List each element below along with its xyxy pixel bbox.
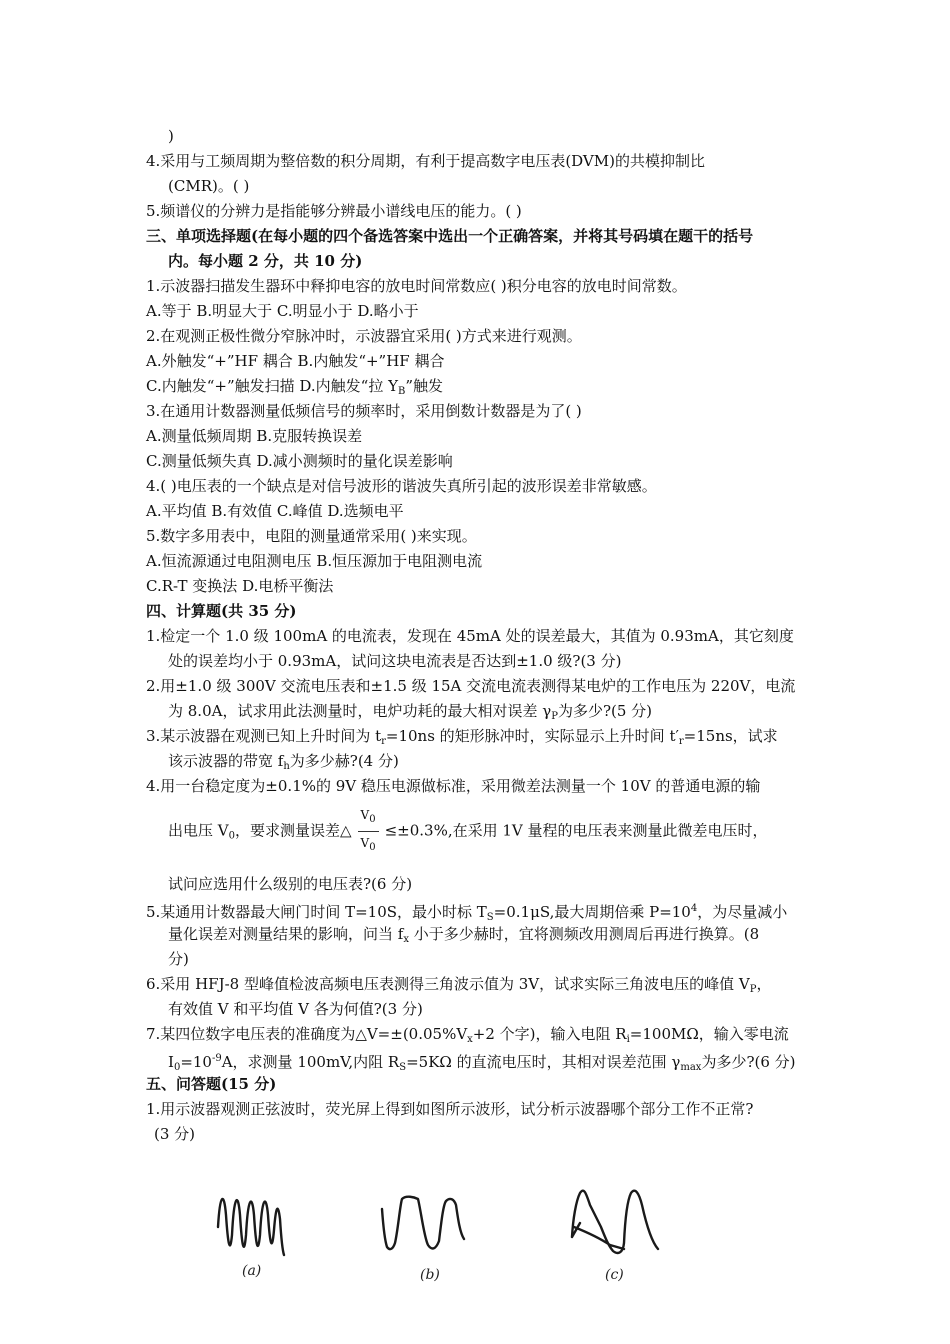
s4-q2-line1: 2.用±1.0 级 300V 交流电压表和±1.5 级 15A 交流电流表测得某电炉的工作电压为 220V，电流 <box>146 677 796 695</box>
s4-q1-line1: 1.检定一个 1.0 级 100mA 的电流表，发现在 45mA 处的误差最大，其值为 0.93mA，其它刻度 <box>146 627 794 645</box>
s5-q1-line2: (3 分) <box>154 1125 196 1143</box>
s4-q5-line3: 分) <box>168 950 189 968</box>
s3-q5-options-ab: A.恒流源通过电阻测电压 B.恒压源加于电阻测电流 <box>146 552 483 570</box>
s4-q7-line2: $I_0=10^{-9}A$，求测量 100mV,内阻 $R_S=5K\Omega$ 的直流电压时，其相对误差范围 $\gamma_{max}$为多少?(6 分) <box>168 1053 796 1073</box>
s3-q2-options-cd: C.内触发“+”触发扫描 D.内触发“拉 $Y_B$”触发 <box>146 377 444 397</box>
s4-q3-line2: 该示波器的带宽 $f_h$为多少赫?(4 分) <box>168 752 399 772</box>
s4-q2-line2: 为 8.0A，试求用此法测量时，电炉功耗的最大相对误差 $\gamma_P$为多少?(5 分) <box>168 702 652 722</box>
s3-q4-options: A.平均值 B.有效值 C.峰值 D.选频电平 <box>146 502 404 520</box>
waveform-c <box>572 1191 658 1253</box>
s4-q7-line1: 7.某四位数字电压表的准确度为$\triangle V=\pm(0.05\%V_x+2$ 个字)，输入电阻 $R_i=100M\Omega$，输入零电流 <box>146 1025 789 1045</box>
caption-a: (a) <box>242 1263 262 1279</box>
section5-title: 五、问答题(15 分) <box>146 1075 277 1093</box>
judge-cont-paren: ) <box>168 127 174 145</box>
section4-title: 四、计算题(共 35 分) <box>146 602 297 620</box>
s3-q1-options: A.等于 B.明显大于 C.明显小于 D.略小于 <box>146 302 419 320</box>
s4-q6-line1: 6.采用 HFJ-8 型峰值检波高频电压表测得三角波示值为 3V，试求实际三角波电压的峰值 $V_P$， <box>146 975 772 995</box>
judge-q4-line2: (CMR)。( ) <box>168 177 250 195</box>
caption-b: (b) <box>420 1267 440 1283</box>
s3-q3-options-ab: A.测量低频周期 B.克服转换误差 <box>146 427 363 445</box>
s4-q6-line2: 有效值 V 和平均值 V 各为何值?(3 分) <box>168 1000 423 1018</box>
section3-title-line1: 三、单项选择题(在每小题的四个备选答案中选出一个正确答案，并将其号码填在题干的括号 <box>146 227 754 245</box>
delta-v0-over-v0-fraction: $\frac{V_0}{V_0}$ <box>358 808 379 855</box>
s3-q2-options-ab: A.外触发“+”HF 耦合 B.内触发“+”HF 耦合 <box>146 352 445 370</box>
s4-q5-line1: 5.某通用计数器最大闸门时间 T=10S，最小时标 $T_S=0.1\mu S$,最大周期倍乘 $P=10^4$，为尽量减小 <box>146 903 788 923</box>
s3-q1: 1.示波器扫描发生器环中释抑电容的放电时间常数应( )积分电容的放电时间常数。 <box>146 277 687 295</box>
section3-title-line2: 内。每小题 2 分，共 10 分) <box>168 252 363 270</box>
s4-q5-line2: 量化误差对测量结果的影响，问当 $f_x$ 小于多少赫时，宜将测频改用测周后再进行换算。(8 <box>168 925 760 945</box>
waveform-a <box>218 1199 284 1255</box>
s3-q4: 4.( )电压表的一个缺点是对信号波形的谐波失真所引起的波形误差非常敏感。 <box>146 477 657 495</box>
s4-q4-line2: 出电压 $V_0$，要求测量误差△ $\frac{V_0}{V_0}$ ≤±0.3%,在采用 1V 量程的电压表来测量此微差电压时， <box>168 808 768 853</box>
waveform-b <box>382 1197 464 1249</box>
s3-q2: 2.在观测正极性微分窄脉冲时，示波器宜采用( )方式来进行观测。 <box>146 327 582 345</box>
s4-q1-line2: 处的误差均小于 0.93mA，试问这块电流表是否达到±1.0 级?(3 分) <box>168 652 622 670</box>
s4-q4-line3: 试问应选用什么级别的电压表?(6 分) <box>168 875 413 893</box>
waveform-figure <box>200 1175 680 1290</box>
s3-q5: 5.数字多用表中，电阻的测量通常采用( )来实现。 <box>146 527 477 545</box>
s3-q3: 3.在通用计数器测量低频信号的频率时，采用倒数计数器是为了( ) <box>146 402 582 420</box>
caption-c: (c) <box>605 1267 624 1283</box>
s3-q3-options-cd: C.测量低频失真 D.减小测频时的量化误差影响 <box>146 452 453 470</box>
judge-q5: 5.频谱仪的分辨力是指能够分辨最小谱线电压的能力。( ) <box>146 202 522 220</box>
s5-q1-line1: 1.用示波器观测正弦波时，荧光屏上得到如图所示波形，试分析示波器哪个部分工作不正常? <box>146 1100 754 1118</box>
s4-q3-line1: 3.某示波器在观测已知上升时间为 $t_r=10ns$ 的矩形脉冲时，实际显示上升时间 $t'_r=15ns$，试求 <box>146 727 778 747</box>
judge-q4-line1: 4.采用与工频周期为整倍数的积分周期，有利于提高数字电压表(DVM)的共模抑制比 <box>146 152 705 170</box>
s4-q4-line1: 4.用一台稳定度为±0.1%的 9V 稳压电源做标准，采用微差法测量一个 10V 的普通电源的输 <box>146 777 761 795</box>
s3-q5-options-cd: C.R-T 变换法 D.电桥平衡法 <box>146 577 334 595</box>
